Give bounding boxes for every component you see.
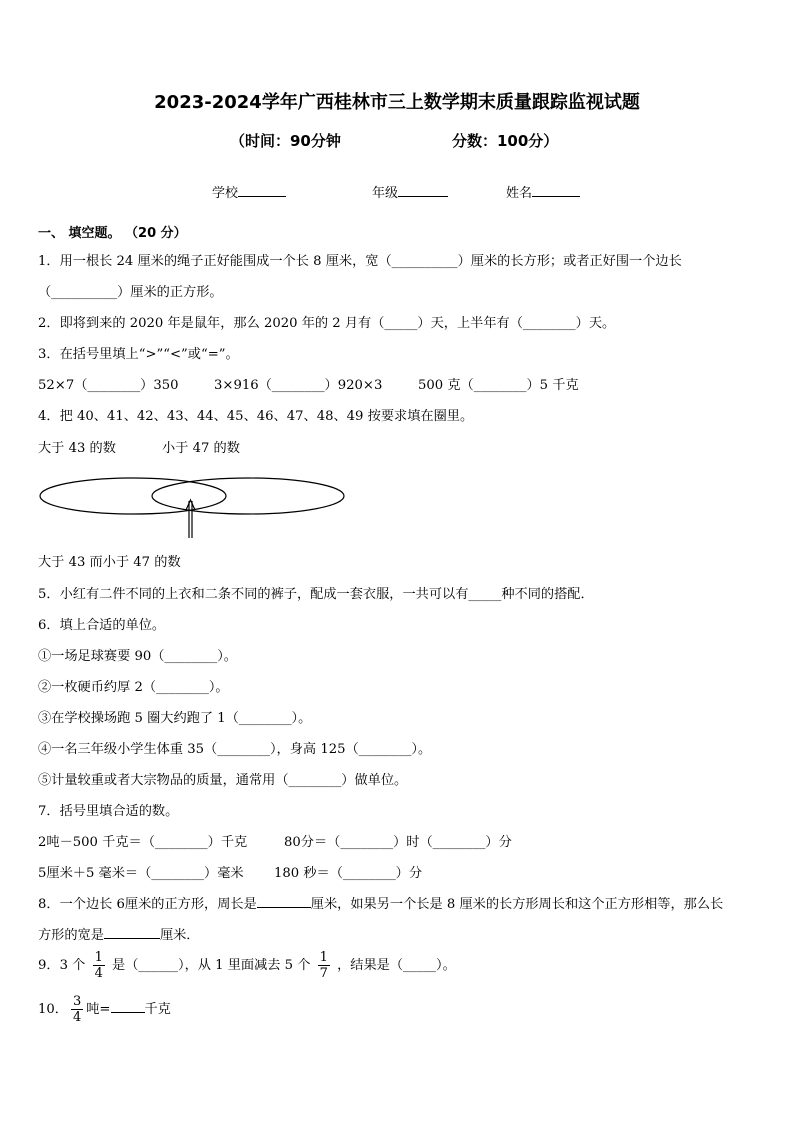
exam-score: 分数：100分） [452, 132, 559, 150]
venn-bottom-label: 大于 43 而小于 47 的数 [38, 555, 181, 570]
question-8-line-2 [38, 924, 200, 943]
question-2: 2．即将到来的 2020 年是鼠年，那么 2020 年的 2 月有（_____）天，上半年有（________）天。 [38, 316, 616, 331]
fraction-three-quarters [71, 994, 83, 1025]
question-1-line-1: 1．用一根长 24 厘米的绳子正好能围成一个长 8 厘米，宽（__________）厘米的长方形；或者正好围一个边长 [38, 254, 682, 269]
venn-left-ellipse [40, 478, 226, 514]
question-10-part-1: 10． [38, 1002, 68, 1017]
question-8-text-c: 方形的宽是 [38, 928, 104, 943]
name-blank [532, 183, 580, 197]
question-10-part-2: 吨= [86, 1002, 111, 1017]
question-3-b: 3×916（________）920×3 [214, 378, 383, 393]
question-9-part-2: 是（______），从 1 里面减去 5 个 [112, 958, 311, 973]
fraction-one-quarter [93, 950, 105, 981]
name-field [506, 182, 580, 201]
question-8-line-1 [38, 893, 723, 912]
question-3-a: 52×7（________）350 [38, 378, 179, 393]
question-9-part-1: 9．3 个 [38, 958, 86, 973]
question-3-c: 500 克（________）5 千克 [418, 378, 579, 393]
fraction-denominator: 7 [319, 966, 328, 981]
venn-right-ellipse [152, 478, 344, 514]
question-7-d: 180 秒＝（________）分 [274, 866, 423, 881]
page-title: 2023-2024学年广西桂林市三上数学期末质量跟踪监视试题 [154, 92, 640, 113]
fraction-denominator: 4 [94, 966, 103, 981]
venn-arrow-head [186, 500, 195, 510]
question-9-part-3: ，结果是（_____）。 [337, 958, 456, 973]
fraction-one-seventh [318, 950, 330, 981]
question-10-part-3: 千克 [144, 1002, 171, 1017]
question-4-stem: 4．把 40、41、42、43、44、45、46、47、48、49 按要求填在圈里。 [38, 409, 474, 424]
grade-field [372, 182, 448, 201]
question-10 [38, 994, 171, 1025]
question-6-item-4: ④一名三年级小学生体重 35（________），身高 125（________）。 [38, 742, 432, 757]
venn-right-label: 小于 47 的数 [162, 441, 240, 456]
section-heading: 一、 填空题。 （20 分） [38, 226, 187, 241]
question-1-line-2: （__________）厘米的正方形。 [38, 285, 223, 300]
question-7-c: 5厘米＋5 毫米＝（________）毫米 [38, 866, 244, 881]
question-5: 5．小红有二件不同的上衣和二条不同的裤子，配成一套衣服，一共可以有_____种不同的搭配． [38, 587, 594, 602]
grade-blank [398, 183, 448, 197]
school-label: 学校 [212, 186, 239, 201]
school-blank [238, 183, 286, 197]
question-7-stem: 7．括号里填合适的数。 [38, 804, 179, 819]
question-9 [38, 950, 456, 981]
question-8-text-d: 厘米． [159, 928, 200, 943]
venn-diagram [36, 470, 352, 542]
question-6-item-5: ⑤计量较重或者大宗物品的质量，通常用（________）做单位。 [38, 773, 408, 788]
fraction-numerator: 1 [94, 950, 103, 965]
question-6-item-3: ③在学校操场跑 5 圈大约跑了 1（________）。 [38, 711, 312, 726]
question-6-item-1: ①一场足球赛要 90（________）。 [38, 649, 237, 664]
grade-label: 年级 [372, 186, 399, 201]
venn-left-label: 大于 43 的数 [38, 441, 116, 456]
question-10-blank [111, 999, 145, 1013]
fraction-denominator: 4 [72, 1010, 82, 1025]
question-6-item-2: ②一枚硬币约厚 2（________）。 [38, 680, 229, 695]
fraction-numerator: 3 [72, 994, 82, 1009]
exam-time: （时间：90分钟 [230, 132, 341, 150]
question-8-blank-2 [104, 925, 160, 939]
question-6-stem: 6．填上合适的单位。 [38, 618, 166, 633]
name-label: 姓名 [506, 186, 533, 201]
question-7-b: 80分＝（________）时（________）分 [284, 835, 512, 850]
fraction-numerator: 1 [319, 950, 328, 965]
question-8-blank-1 [257, 894, 311, 908]
question-8-text-b: 厘米，如果另一个长是 8 厘米的长方形周长和这个正方形相等，那么长 [310, 897, 724, 912]
question-8-text-a: 8．一个边长 6厘米的正方形，周长是 [38, 897, 257, 912]
question-3-stem: 3．在括号里填上“>”“<”或“=”。 [38, 347, 239, 362]
school-field [212, 182, 286, 201]
question-7-a: 2吨－500 千克＝（________）千克 [38, 835, 248, 850]
